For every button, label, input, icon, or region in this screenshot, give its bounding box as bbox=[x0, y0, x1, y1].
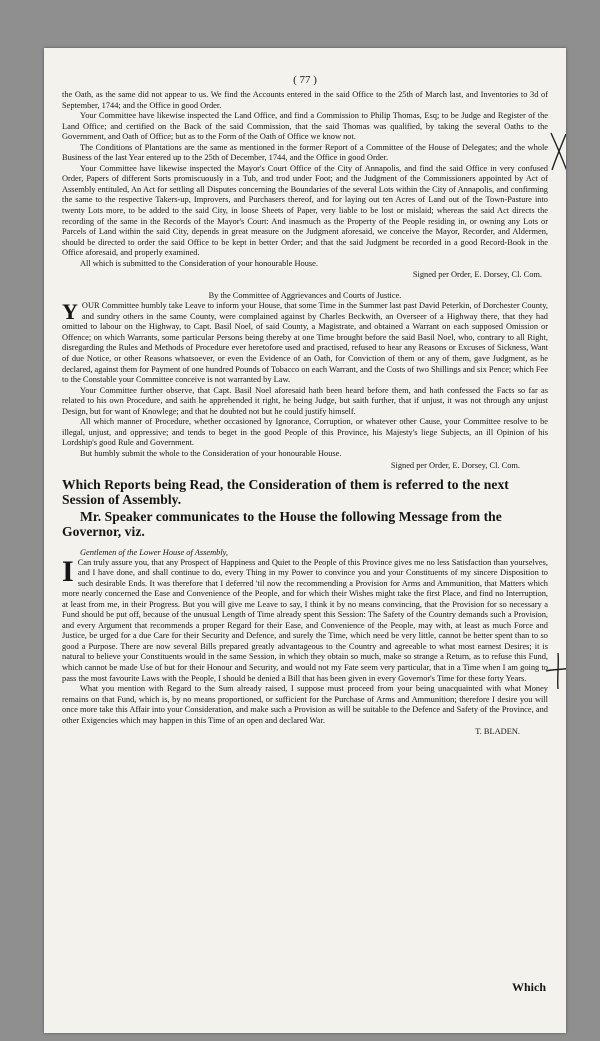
salutation: Gentlemen of the Lower House of Assembly, bbox=[80, 547, 229, 557]
signature-line: Signed per Order, E. Dorsey, Cl. Com. bbox=[390, 460, 520, 470]
dropcap-paragraph bbox=[62, 301, 548, 385]
page-number: ( 77 ) bbox=[293, 74, 317, 86]
paragraph: Your Committee further observe, that Capt. Basil Noel aforesaid hath been heard before them, and hath confessed the Facts so far as related to his own Procedure, and saith he apprehended it right, he being Judge, but saith further, that if unjust, it was not through any unjust Design, but for want of Knowlege; and that he doubted not but he could justify himself. bbox=[62, 385, 548, 416]
handwritten-x-mark-icon bbox=[548, 130, 566, 174]
catchword: Which bbox=[511, 980, 546, 994]
paragraph: But humbly submit the whole to the Consideration of your honourable House. bbox=[80, 448, 342, 458]
page-content bbox=[62, 74, 548, 737]
handwritten-plus-mark-icon bbox=[544, 651, 566, 691]
paragraph: Your Committee have likewise inspected the Mayor's Court Office of the City of Annapolis, and find the said Office in very confused Order, Papers of different Sorts promiscuously in a Tub, and trod under Foot; and the Judgment of the Commissioners appointed by Act of Assembly entituled, An Act for settling all Disputes concerning the Boundaries of the several Lots within the City of Annapolis, and confirming the same to the respective Takers-up, Improvers, and Purchasers thereof, and for laying out ten Acres of Land out of the Town-Pasture into twenty Lots more, to be added to the said City, in loose Sheets of Paper, very liable to be lost or mislaid; whereas the said Act directs the recording of the same in the Records of the Mayor's Court: And inasmuch as the Property of the People residing in, or owning any Lots or Parcels of Land within the said City, depends in great measure on the Judgment aforesaid, we conceive the Mayor, Recorder, and Aldermen, should be directed to order the said Office to be kept in better Order; and that the said Judgment be recorded in a good Record-Book in the Office aforesaid, and properly examined. bbox=[62, 163, 548, 258]
paragraph: The Conditions of Plantations are the same as mentioned in the former Report of a Committee of the House of Delegates; and the whole Business of the last Year entered up to the 25th of December, 1744, and the Office in good Order. bbox=[62, 142, 548, 163]
paragraph: What you mention with Regard to the Sum already raised, I suppose must proceed from your being unacquainted with what Money remains on that Fund, which is, by no means proportioned, or sufficient for the Purchase of Arms and Ammunition; therefore I desire you will once more take this Affair into your Consideration, and make such a Provision as will be suitable to the Defence and Safety of the Province, and other Exigencies which may happen in this Time of an open and declared War. bbox=[62, 684, 548, 725]
section-caption: By the Committee of Aggrievances and Courts of Justice. bbox=[208, 291, 402, 301]
paragraph: All which manner of Procedure, whether occasioned by Ignorance, Corruption, or whatever other Cause, your Committee resolve to be illegal, unjust, and oppressive; and tends to beget in the good People of this Province, his Majesty's liege Subjects, an ill Opinion of his Lordship's good Rule and Government. bbox=[62, 417, 548, 448]
dropcap-paragraph bbox=[62, 558, 548, 685]
document-page bbox=[44, 48, 566, 1033]
paragraph: the Oath, as the same did not appear to us. We find the Accounts entered in the said Office to the 25th of March last, and Inventories to 3d of September, 1744; and the Office in good Order. bbox=[62, 90, 548, 110]
signature-line: T. BLADEN. bbox=[475, 727, 520, 737]
paragraph: Your Committee have likewise inspected the Land Office, and find a Commission to Philip Thomas, Esq; to be Judge and Register of the Land Office; and certified on the Back of the said Commission, that the said Thomas was qualified, by taking the several Oaths to the Government, and Oath of Office; but as to the Form of the Oath of Office we know not. bbox=[62, 111, 548, 142]
bold-heading: Mr. Speaker communicates to the House the following Message from the Governor, viz. bbox=[62, 508, 502, 539]
signature-line: Signed per Order, E. Dorsey, Cl. Com. bbox=[412, 270, 542, 280]
drop-capital: I bbox=[62, 557, 74, 588]
paragraph-text: Can truly assure you, that any Prospect of Happiness and Quiet to the People of this Province gives me no less Satisfaction than yourselves, and I have done, and shall continue to do, every Thing in my Power to convince you and your Constituents of my sincere Disposition to such desirable Ends. It was therefore that I deferred 'til now the recommending a Provision for Arms and Ammunition, that Matters which more nearly concerned the Ease and Convenience of the People, and for which their Wishes might take the first Place, and find no Interruption, at least from me, in their Progress. But you will give me Leave to say, I think it by no means convincing, that the Provision for so necessary a Fund should be put off, because of the unusual Length of Time already spent this Session: The Safety of the Country demands such a Provision, and every Argument that recommends a proper Regard for their Ease, and Convenience of the People, may with, at least as much Force and Justice, be urged for a due Care for their Security and Defence, and surely the Time, which need be very little, cannot be better spent than to so good a Purpose. There are now several Bills prepared greatly advantageous to the Country and agreeable to what most earnest Desires; it is natural to believe your Constituents would in the same Session, in which they obtain so much, make so strange a Return, as to refuse this Fund, which cannot be made Use of but for their Honour and Security, and would not my Fate seem very particular, that in a Time when I am going to pass the most favourite Laws with the People, I should be denied a Bill that has been given in every Governor's Time for these forty Years. bbox=[62, 557, 548, 683]
drop-capital: Y bbox=[62, 301, 78, 325]
bold-heading: Which Reports being Read, the Consideration of them is referred to the next Session of Assembly. bbox=[62, 476, 509, 507]
paragraph-text: OUR Committee humbly take Leave to inform your House, that some Time in the Summer last past David Peterkin, of Dorchester County, and sundry others in the same County, were complained against by Charles Beckwith, an Overseer of a Highway there, that they had omitted to labour on the Highway, to Capt. Basil Noel, of said County, a Magistrate, and obtained a Warrant on each supposed Omission or Offence; on which Warrants, some particular Persons being thereby at one Time brought before the said Basil Noel, who, contrary to all Right, disregarding the Rules and Methods of Procedure ever heretofore used and practised, refused to hear any Reasons or Excuses of Sickness, Want of due Notice, or other Reasons whatsoever, or even the Evidence of an Oath, for Conviction of them or any of them, gave Judgment, as he declared, against them for Payment of one hundred Pounds of Tobacco on each Warrant, and the Costs of two Shillings and six Pence; which Fee to the Constable your Committee conceive is not warranted by Law. bbox=[62, 301, 548, 385]
paragraph: All which is submitted to the Consideration of your honourable House. bbox=[80, 258, 318, 268]
